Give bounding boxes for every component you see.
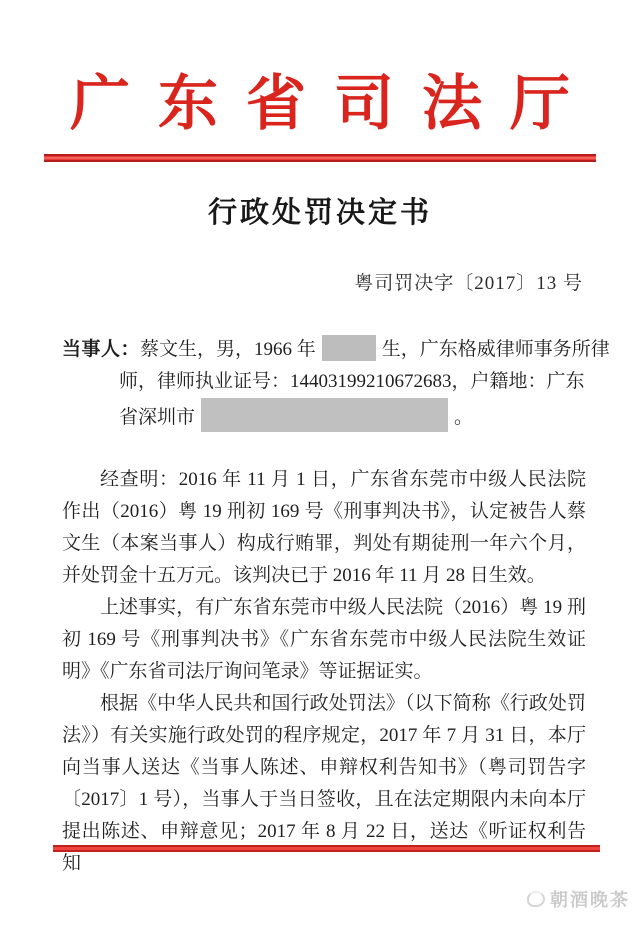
redaction-box-address [201,398,448,432]
party-line-1 [62,334,610,366]
party-text: 。 [454,407,474,428]
document-body [62,334,610,880]
document-number: 粤司罚决字〔2017〕13 号 [354,273,583,294]
party-line-3 [119,398,586,434]
body-paragraph-evidence: 上述事实，有广东省东莞市中级人民法院（2016）粤 19 刑初 169 号《刑事判决书》《广东省东莞市中级人民法院生效证明》《广东省司法厅询问笔录》等证据证实。 [62,597,586,682]
watermark [527,886,630,912]
party-paragraph [62,334,610,434]
redaction-box-birth-date [322,335,376,361]
party-text: 省深圳市 [119,407,196,428]
watermark-logo-icon [527,891,545,907]
footer-divider [53,845,600,852]
watermark-text: 朝酒晚茶 [550,890,630,910]
party-line-2 [119,366,586,398]
party-text: 师，律师执业证号：14403199210672683，户籍地：广东 [119,371,585,392]
document-title: 行政处罚决定书 [207,197,432,229]
agency-name: 广东省司法厅 [70,71,598,137]
party-text: 生，广东格威律师事务所律 [381,339,610,360]
body-paragraph-findings: 经查明：2016 年 11 月 1 日，广东省东莞市中级人民法院作出（2016）粤 19 刑初 169 号《刑事判决书》，认定被告人蔡文生（本案当事人）构成行贿罪，判处有期徒刑一年六个月，并处罚金十五万元。该判决已于 2016 年 11 月 28 日生效。 [62,469,586,586]
body-paragraph-procedure: 根据《中华人民共和国行政处罚法》（以下简称《行政处罚法》）有关实施行政处罚的程序规定，2017 年 7 月 31 日，本厅向当事人送达《当事人陈述、申辩权利告知书》（粤司罚告字〔2017〕1 号），当事人于当日签收，且在法定期限内未向本厅提出陈述、申辩意见；2017 年 8 月 22 日，送达《听证权利告知 [62,693,586,874]
party-label: 当事人： [62,339,141,360]
letterhead-divider [44,154,596,162]
party-text: 蔡文生，男，1966 年 [140,339,316,360]
